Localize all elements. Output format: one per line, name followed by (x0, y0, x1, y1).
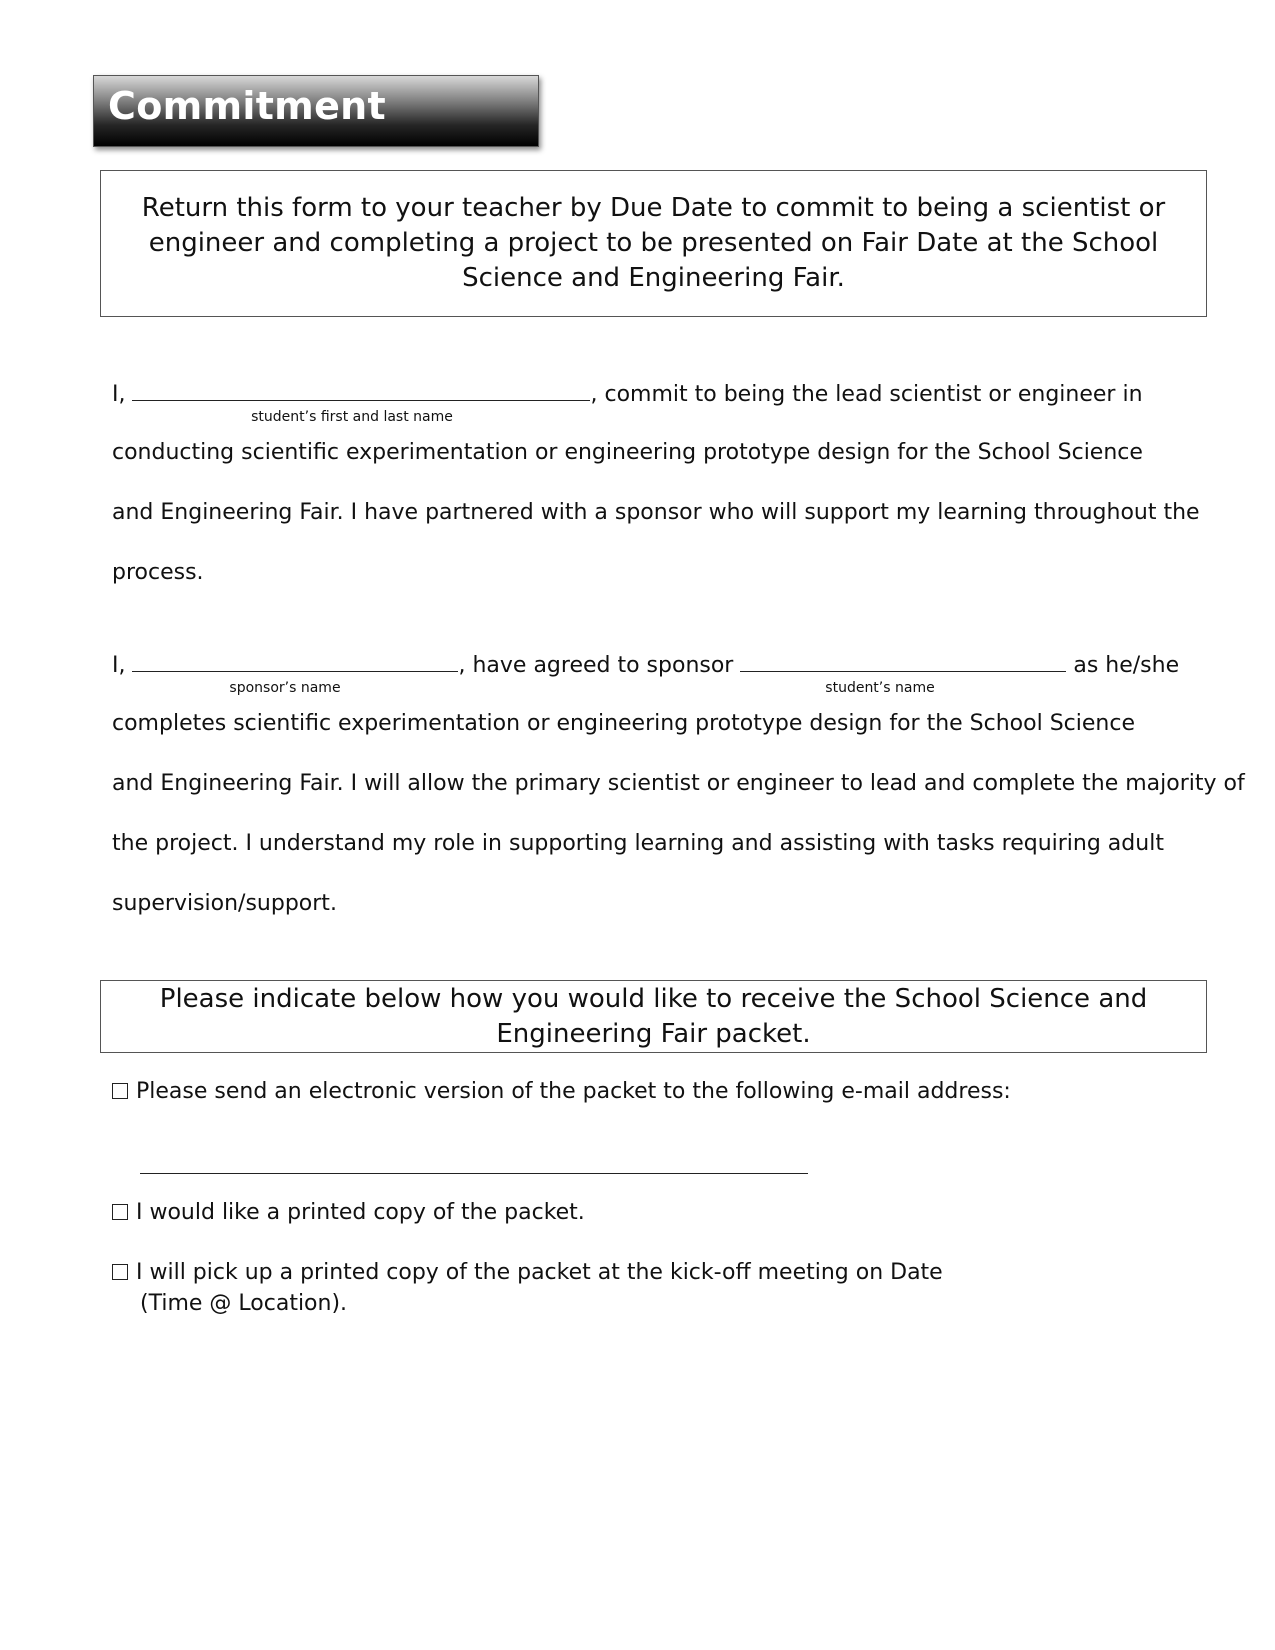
option-electronic[interactable] (112, 1076, 1011, 1107)
student-commitment-text: , commit to being the lead scientist or engineer in (590, 382, 1143, 407)
page-title: Commitment (108, 84, 386, 128)
email-address-field[interactable] (140, 1173, 808, 1174)
electronic-checkbox[interactable] (112, 1083, 128, 1099)
student-commitment-line-1 (112, 380, 1143, 410)
pickup-checkbox[interactable] (112, 1264, 128, 1280)
option-pickup-label-line2: (Time @ Location). (140, 1291, 348, 1316)
student-commitment-line-2: conducting scientific experimentation or engineering prototype design for the School Science (112, 440, 1143, 465)
packet-preference-heading: Please indicate below how you would like to receive the School Science and Engineering Fair packet. (159, 984, 1148, 1049)
student-prefix: I, (112, 382, 126, 407)
option-pickup-label: I will pick up a printed copy of the packet at the kick-off meeting on Date (136, 1260, 943, 1285)
sponsor-name-field[interactable] (132, 651, 458, 672)
sponsor-prefix: I, (112, 653, 126, 678)
student-commitment-line-3: and Engineering Fair. I have partnered with a sponsor who will support my learning throughout the (112, 500, 1200, 525)
section-header-banner (93, 75, 539, 147)
option-pickup[interactable] (112, 1257, 943, 1288)
instructions-box (100, 170, 1207, 317)
sponsor-commitment-line-5: supervision/support. (112, 891, 337, 916)
sponsor-commitment-middle: , have agreed to sponsor (458, 653, 734, 678)
option-printed-copy-label: I would like a printed copy of the packet. (136, 1200, 585, 1225)
student-name-field[interactable] (132, 380, 590, 401)
printed-copy-checkbox[interactable] (112, 1204, 128, 1220)
student-commitment-line-4: process. (112, 560, 204, 585)
sponsored-student-name-field[interactable] (740, 651, 1066, 672)
instructions-text: Return this form to your teacher by Due Date to commit to being a scientist or engineer and completing a project to be presented on Fair Date at the School Science and Engineering Fair. (141, 193, 1166, 293)
sponsor-name-caption: sponsor’s name (229, 680, 341, 696)
sponsor-commitment-suffix: as he/she (1073, 653, 1180, 678)
sponsor-commitment-line-2: completes scientific experimentation or engineering prototype design for the School Science (112, 711, 1135, 736)
sponsor-commitment-line-4: the project. I understand my role in supporting learning and assisting with tasks requiring adult (112, 831, 1164, 856)
sponsored-student-name-caption: student’s name (825, 680, 935, 696)
sponsor-commitment-line-1 (112, 651, 1179, 681)
option-electronic-label: Please send an electronic version of the packet to the following e-mail address: (136, 1079, 1011, 1104)
student-name-caption: student’s first and last name (251, 409, 453, 425)
packet-preference-box (100, 980, 1207, 1053)
option-printed-copy[interactable] (112, 1197, 585, 1228)
sponsor-commitment-line-3: and Engineering Fair. I will allow the primary scientist or engineer to lead and complete the majority of (112, 771, 1245, 796)
